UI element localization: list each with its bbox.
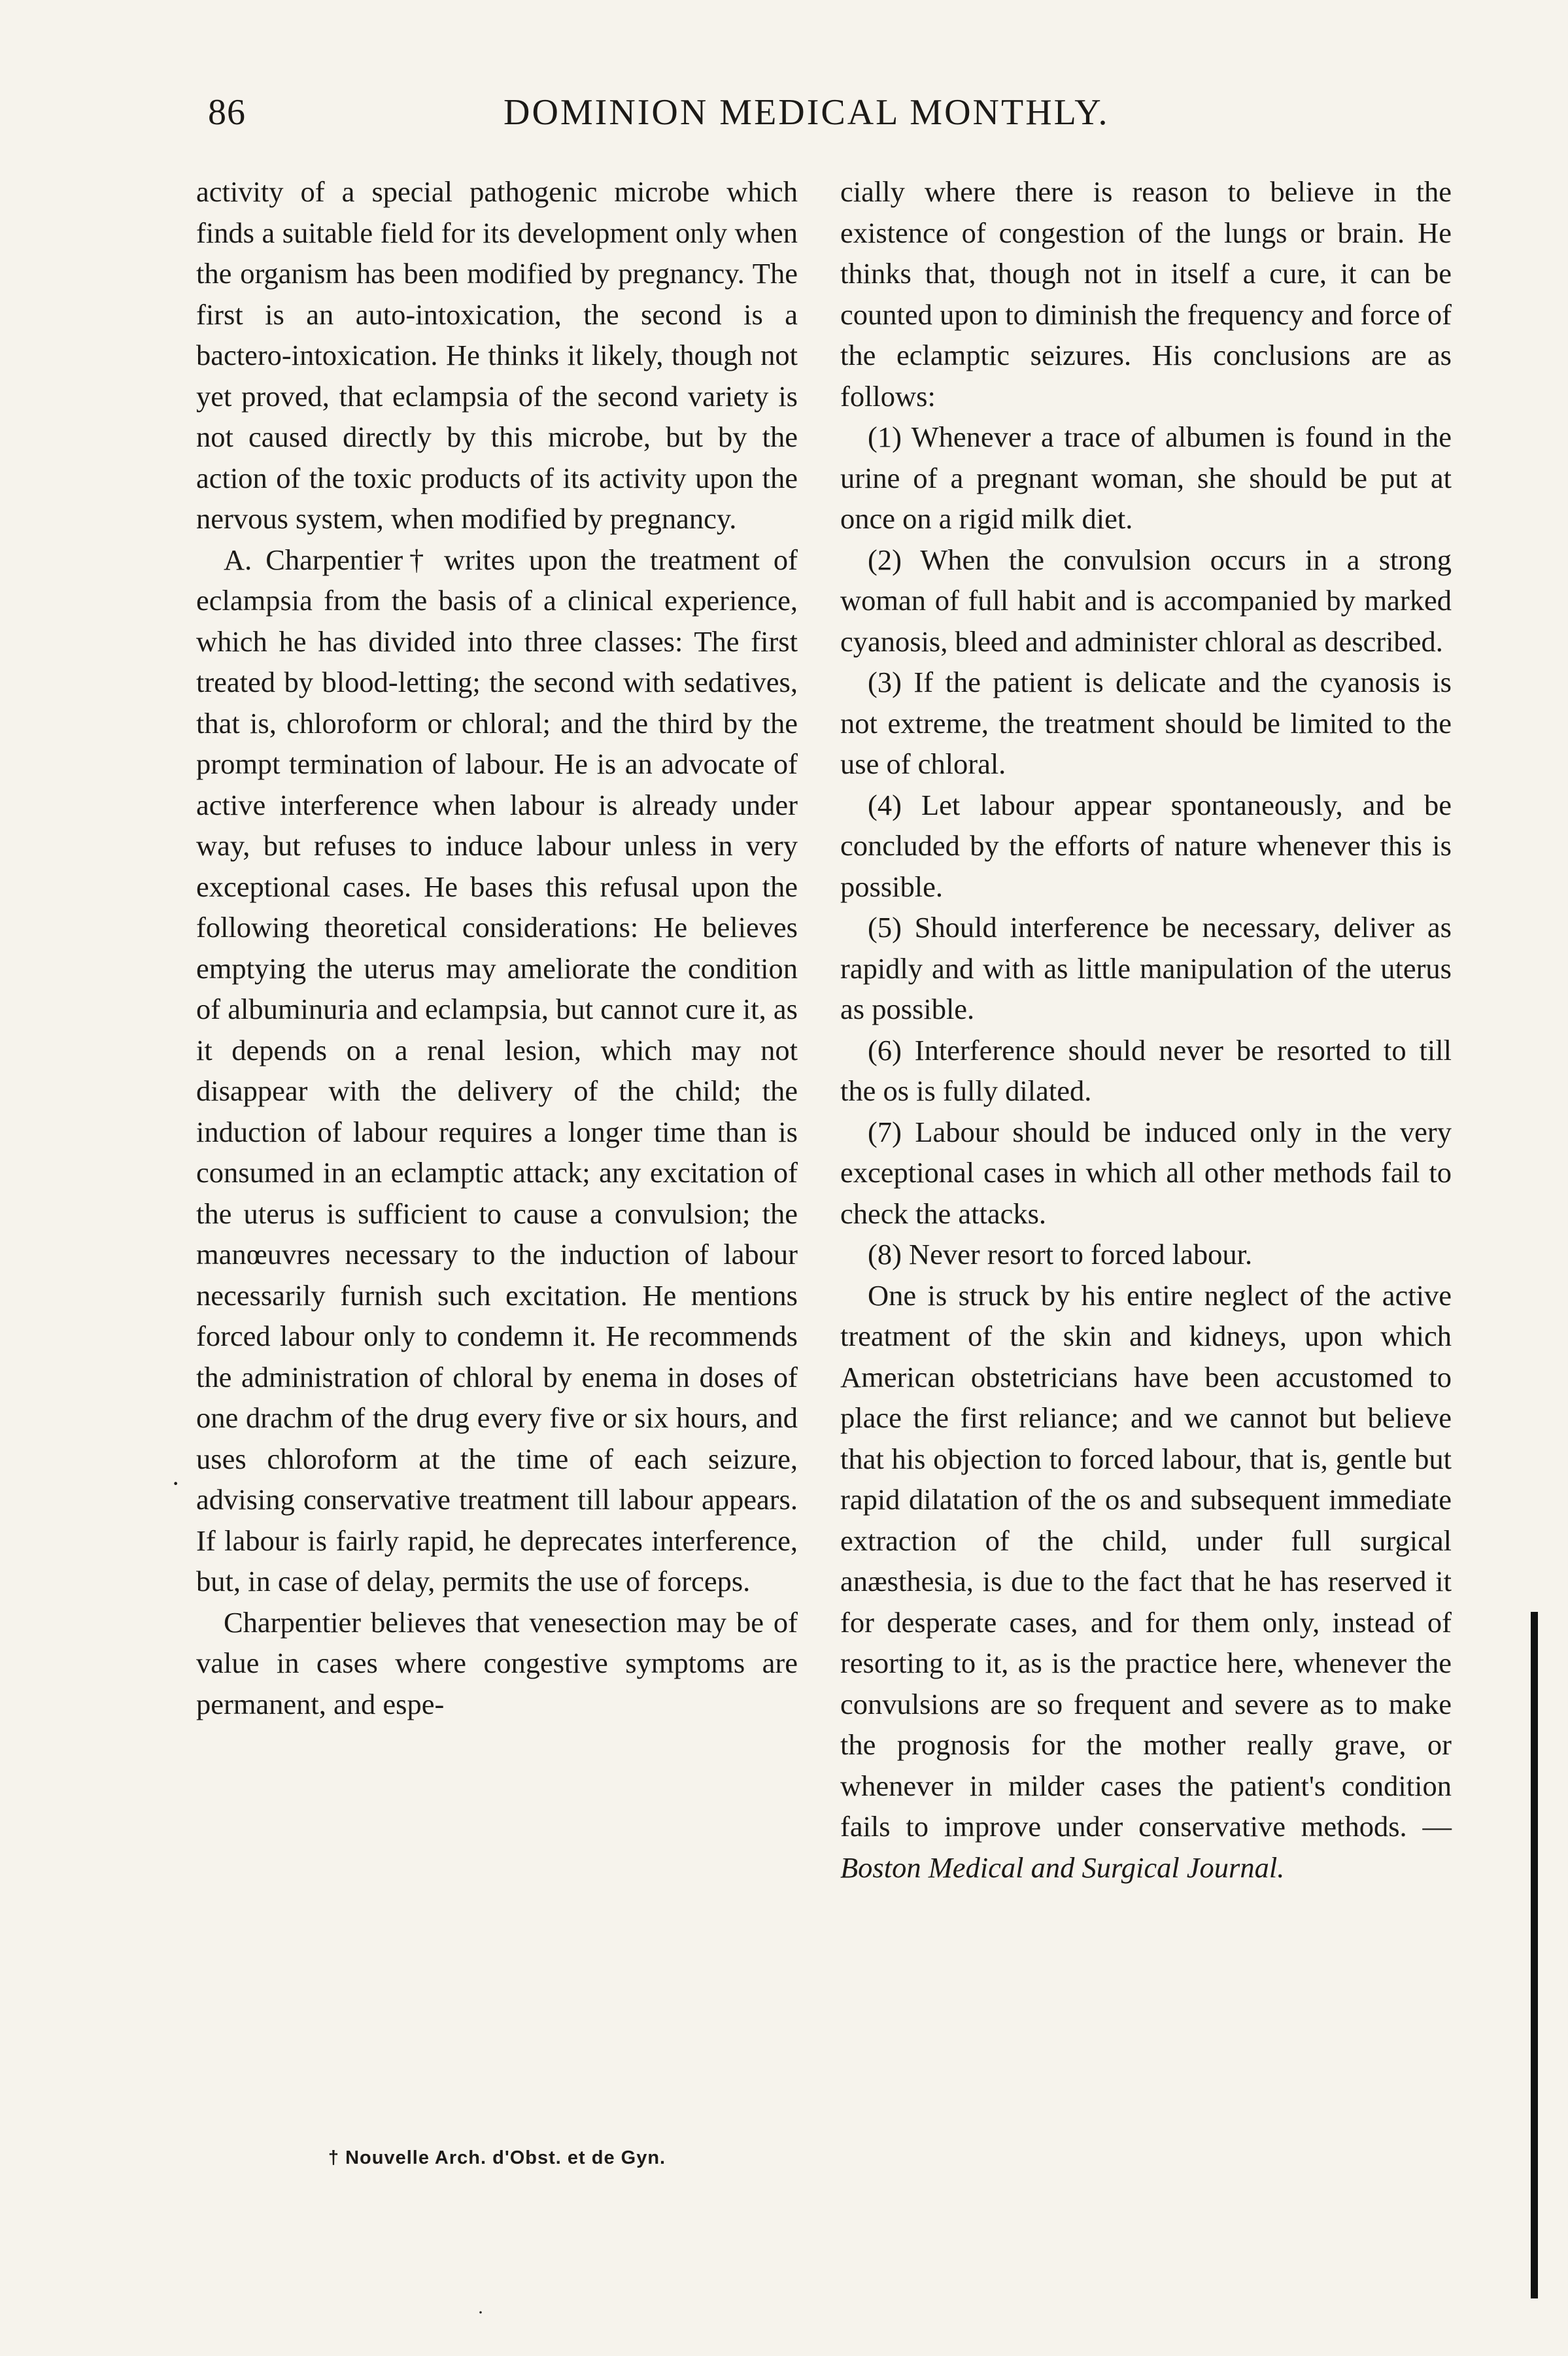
margin-dot: · [171,1469,180,1498]
conclusion-7: (7) Labour should be induced only in the very exceptional cases in which all other methods fail to check the attacks. [840,1115,1452,1230]
right-intro-paragraph: cially where there is reason to believe in the existence of congestion of the lungs or brain. He thinks that, though not in itself a cure, it can be counted upon to diminish the frequency and force of the eclamptic seizures. His conclusions are as follows: [840,175,1452,413]
right-column [840,171,1452,1888]
closing-text: One is struck by his entire neglect of the active treatment of the skin and kidneys, upon which American obstetricians have been accustomed to place the first reliance; and we cannot but believe that his objection to forced labour, that is, gentle but rapid dilatation of the os and subsequent immediate extraction of the child, under full surgical anæsthesia, is due to the fact that he has reserved it for desperate cases, and for them only, instead of resorting to it, as is the practice here, whenever the convulsions are so frequent and severe as to make the prognosis for the mother really grave, or whenever in milder cases the patient's condition fails to improve under conservative methods. — [840,1278,1452,1843]
conclusion-5: (5) Should interference be necessary, deliver as rapidly and with as little manipulation of the uterus as possible. [840,911,1452,1025]
margin-scan-line [1531,1612,1538,2298]
conclusion-1: (1) Whenever a trace of albumen is found in the urine of a pregnant woman, she should be put at once on a rigid milk diet. [840,420,1452,535]
conclusion-8: (8) Never resort to forced labour. [868,1238,1253,1271]
page-header [0,92,1568,157]
page-number: 86 [208,92,246,133]
footnote: † Nouvelle Arch. d'Obst. et de Gyn. [328,2147,666,2168]
conclusion-3: (3) If the patient is delicate and the cyanosis is not extreme, the treatment should be limited to the use of chloral. [840,666,1452,780]
conclusion-2: (2) When the convulsion occurs in a strong woman of full habit and is accompanied by marked cyanosis, bleed and administer chloral as described. [840,543,1452,658]
conclusion-4: (4) Let labour appear spontaneously, and be concluded by the efforts of nature whenever this is possible. [840,788,1452,903]
running-title: DOMINION MEDICAL MONTHLY. [503,92,1110,133]
source-citation: Boston Medical and Surgical Journal. [840,1851,1285,1884]
bottom-dot: · [477,2302,484,2323]
conclusion-6: (6) Interference should never be resorted to till the os is fully dilated. [840,1033,1452,1107]
left-paragraph-1: activity of a special pathogenic microbe which finds a suitable field for its development only when the organism has been modified by pregnancy. The first is an auto-intoxication, the second is a bactero-intoxication. He thinks it likely, though not yet proved, that eclampsia of the second variety is not caused directly by this microbe, but by the action of the toxic products of its activity upon the nervous system, when modified by pregnancy. [196,175,798,535]
closing-paragraph [840,1275,1452,1888]
left-column [196,171,798,1724]
left-paragraph-2: A. Charpentier† writes upon the treatment of eclampsia from the basis of a clinical experience, which he has divided into three classes: The first treated by blood-letting; the second with sedatives, that is, chloroform or chloral; and the third by the prompt termination of labour. He is an advocate of active interference when labour is already under way, but refuses to induce labour unless in very exceptional cases. He bases this refusal upon the following theoretical considerations: He believes emptying the uterus may ameliorate the condition of albuminuria and eclampsia, but cannot cure it, as it depends on a renal lesion, which may not disappear with the delivery of the child; the induction of labour requires a longer time than is consumed in an eclamptic attack; any excitation of the uterus is sufficient to cause a convulsion; the manœuvres necessary to the induction of labour necessarily furnish such excitation. He mentions forced labour only to condemn it. He recommends the administration of chloral by enema in doses of one drachm of the drug every five or six hours, and uses chloroform at the time of each seizure, advising conservative treatment till labour appears. If labour is fairly rapid, he deprecates interference, but, in case of delay, permits the use of forceps. [196,543,798,1597]
left-paragraph-3: Charpentier believes that venesection may be of value in cases where congestive symptoms are permanent, and espe- [196,1605,798,1720]
